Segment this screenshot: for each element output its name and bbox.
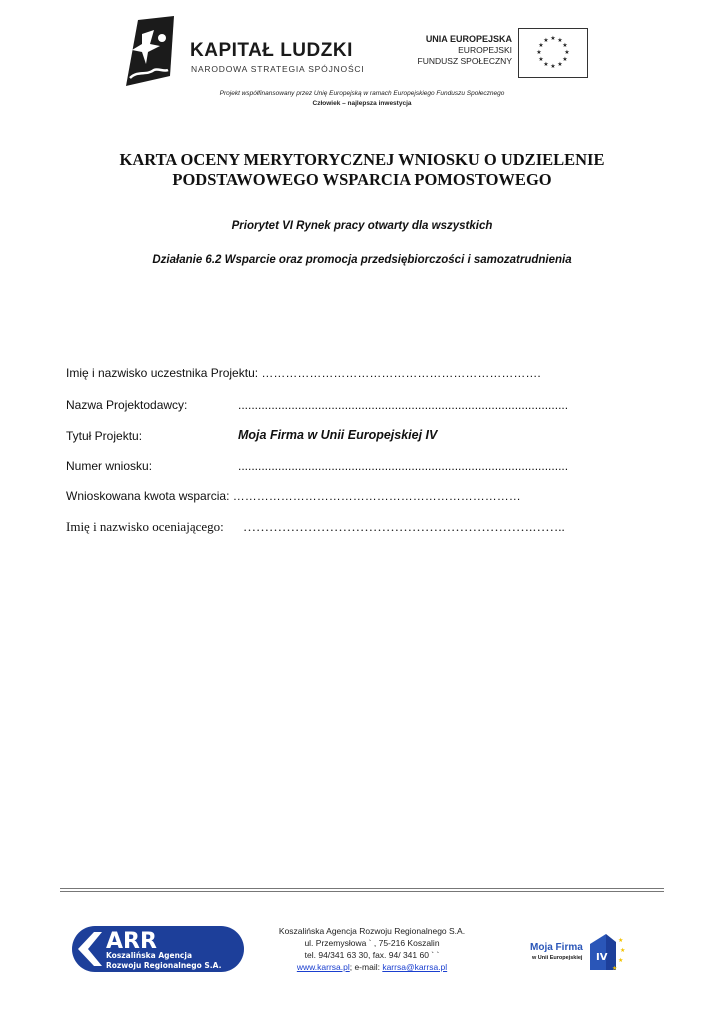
svg-text:★: ★ [536, 49, 542, 56]
evaluator-label: Imię i nazwisko oceniającego: [66, 519, 224, 534]
provider-field[interactable]: ................................................................................................... [238, 398, 569, 412]
project-title-value: Moja Firma w Unii Europejskiej IV [238, 428, 438, 442]
eu-line-3: FUNDUSZ SPOŁECZNY [417, 56, 512, 66]
moja-firma-subtitle: w Unii Europejskiej [532, 955, 583, 961]
eu-fund-text [404, 34, 512, 67]
svg-text:★: ★ [562, 42, 568, 49]
svg-text:★: ★ [620, 947, 626, 954]
svg-text:★: ★ [618, 957, 624, 964]
arr-line-1: Koszalińska Agencja [106, 951, 193, 960]
address-line-3: tel. 94/341 63 30, fax. 94/ 341 60 ` ` [304, 950, 440, 960]
building-icon [586, 930, 626, 972]
participant-label: Imię i nazwisko uczestnika Projektu: [66, 366, 259, 380]
action-heading: Działanie 6.2 Wsparcie oraz promocja przedsiębiorczości i samozatrudnienia [152, 254, 572, 266]
svg-text:★: ★ [550, 63, 556, 70]
moja-firma-title: Moja Firma [530, 942, 583, 953]
address-line-4 [262, 961, 482, 973]
participant-row [66, 366, 541, 380]
svg-text:★: ★ [543, 61, 549, 68]
amount-label: Wnioskowana kwota wsparcia: [66, 489, 230, 503]
email-link[interactable]: karrsa@karrsa.pl [382, 962, 448, 972]
provider-label: Nazwa Projektodawcy: [66, 398, 188, 412]
svg-text:★: ★ [538, 56, 544, 63]
project-note: Projekt współfinansowany przez Unię Europejską w ramach Europejskiego Funduszu Społecznego [219, 90, 505, 97]
title-line-1: KARTA OCENY MERYTORYCZNEJ WNIOSKU O UDZIELENIE [119, 150, 605, 169]
svg-text:★: ★ [538, 42, 544, 49]
amount-row [66, 489, 521, 503]
evaluator-field[interactable]: ………………………………………………………….…….. [243, 519, 565, 534]
participant-field[interactable]: ……………………………………………………………. [261, 366, 541, 380]
priority-heading: Priorytet VI Rynek pracy otwarty dla wszystkich [231, 220, 493, 232]
project-title-label: Tytuł Projektu: [66, 429, 143, 443]
amount-field[interactable]: ……………………………………………………………… [232, 489, 521, 503]
address-line-1: Koszalińska Agencja Rozwoju Regionalnego S.A. [278, 926, 466, 936]
arr-line-2: Rozwoju Regionalnego S.A. [106, 961, 222, 970]
application-number-label: Numer wniosku: [66, 459, 153, 473]
application-number-field[interactable]: ................................................................................................... [238, 459, 569, 473]
document-title [60, 150, 664, 190]
kapital-ludzki-logo [124, 16, 365, 92]
svg-text:★: ★ [543, 37, 549, 44]
eu-line-1: UNIA EUROPEJSKA [425, 34, 512, 44]
footer-divider [60, 888, 664, 889]
svg-text:★: ★ [618, 937, 624, 944]
kapital-ludzki-emblem-icon [124, 16, 176, 90]
svg-text:★: ★ [562, 56, 568, 63]
footer-divider-2 [60, 891, 664, 892]
svg-text:★: ★ [564, 49, 570, 56]
eu-line-2: EUROPEJSKI [458, 45, 512, 55]
svg-text:★: ★ [557, 37, 563, 44]
website-link[interactable]: www.karrsa.pl [296, 962, 350, 972]
svg-text:★: ★ [550, 35, 556, 42]
svg-text:★: ★ [557, 61, 563, 68]
kapital-ludzki-subtitle: NARODOWA STRATEGIA SPÓJNOŚCI [191, 64, 365, 74]
svg-text:★: ★ [612, 965, 618, 972]
mf-roman: IV [596, 952, 608, 963]
address-line-2: ul. Przemysłowa ` , 75-216 Koszalin [304, 938, 440, 948]
motto: Człowiek – najlepsza inwestycja [312, 100, 412, 107]
title-line-2: PODSTAWOWEGO WSPARCIA POMOSTOWEGO [172, 170, 552, 189]
eu-flag-icon [518, 28, 588, 78]
kapital-ludzki-title: KAPITAŁ LUDZKI [190, 40, 353, 61]
footer-address [262, 925, 482, 973]
arr-big-text: ARR [106, 929, 157, 954]
email-prefix: ; e-mail: [349, 962, 383, 972]
moja-firma-logo [526, 926, 626, 974]
arr-logo [72, 924, 244, 974]
